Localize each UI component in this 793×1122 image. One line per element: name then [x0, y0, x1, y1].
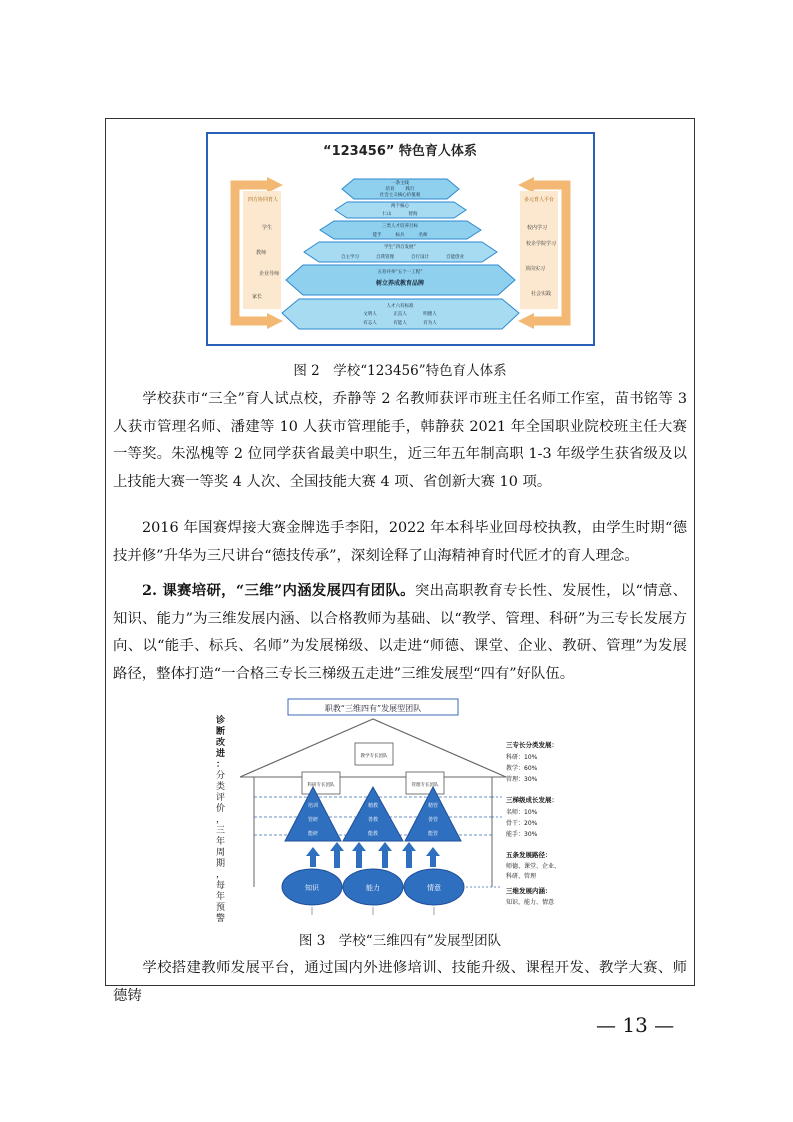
figure-3-diagram: [210, 697, 592, 924]
fig1-layer-item: 标兵: [395, 233, 405, 238]
fig3-roof-label: 教学专长团队: [360, 754, 388, 759]
fig1-layer-title: 人才六有标准: [386, 304, 414, 309]
svg-text:类: 类: [216, 782, 226, 792]
fig3-legend-line: 能手：30%: [506, 831, 538, 838]
fig3-legend-line: 科研、管理: [506, 873, 537, 880]
figure-3-caption: 图 3 学校“三维四有”发展型团队: [298, 933, 502, 949]
fig3-legend-title: 三梯级成长发展：: [506, 796, 558, 804]
fig1-layer-item: 树立养成教育品牌: [375, 280, 425, 287]
fig3-tri-left: 能研: [307, 831, 319, 837]
figure-2-caption: 图 2 学校“123456”特色育人体系: [293, 363, 507, 379]
fig1-right-item: 校内学习: [526, 225, 548, 231]
fig3-legend-title: 三专长分类发展：: [506, 741, 558, 749]
fig1-right-item: 社会实践: [530, 291, 552, 297]
fig1-layer-item: 自主学习: [341, 255, 359, 260]
fig3-legend-line: 科研：10%: [506, 754, 538, 761]
fig1-right-item: 顶岗实习: [524, 266, 546, 272]
svg-text:价: 价: [216, 804, 226, 814]
fig3-base-ability: 能力: [366, 884, 380, 892]
svg-text:警: 警: [216, 914, 226, 924]
paragraph-1: 学校获市“三全”育人试点校，乔静等 2 名教师获评市班主任名师工作室，苗书铭等 3 人获市管理名师、潘建等 10 人获市管理能手，韩静获 2021 年全国职业院校班主任大赛一等奖。朱泓槐等 2 位同学获省最美中职生，近三年五年制高职 1-3 年级学生获省级及以上技能大赛一等奖 4 人次、全国技能大赛 4 项、省创新大赛 10 项。: [113, 391, 687, 490]
fig1-layer-title: 两个核心: [391, 204, 409, 209]
fig3-legend-title: 五条发展路径：: [506, 851, 552, 859]
paragraph-3: 2. 课赛培研，“三维”内涵发展四有团队。突出高职教育专长性、发展性，以“情意、知识、能力”为三维发展内涵、以合格教师为基础、以“教学、管理、科研”为三专长发展方向、以“能手、标兵、名师”为发展梯级、以走进“师德、课堂、企业、教研、管理”为发展路径，整体打造“一合格三专长三梯级五走进”三维发展型“四有”好队伍。: [113, 582, 688, 682]
svg-text:年: 年: [216, 892, 226, 902]
fig1-left-item: 学生: [261, 225, 273, 231]
fig3-legend-line: 师德、课堂、企业、: [506, 863, 561, 870]
svg-text:周: 周: [216, 848, 226, 858]
fig1-layer-item: 正直人: [393, 312, 407, 317]
fig1-layer-item: 培育: [385, 187, 395, 192]
fig3-legend-line: 名师：10%: [506, 809, 538, 816]
svg-text:年: 年: [216, 837, 226, 847]
fig3-tri-mid: 精教: [367, 803, 379, 809]
fig3-base-knowledge: 知识: [305, 884, 319, 892]
fig1-layer-title: 三类人才培养目标: [382, 224, 418, 229]
fig3-tri-left: 培训: [307, 803, 319, 809]
figure-2-diagram: [207, 133, 594, 345]
fig3-tri-right: 善管: [427, 817, 439, 823]
fig1-layer-title: 五育并举“五个一工程”: [377, 270, 423, 275]
fig1-layer-item: 智海: [408, 212, 418, 217]
fig1-left-item: 家长: [251, 294, 263, 300]
section-heading: 2. 课赛培研，“三维”内涵发展四有团队。: [142, 582, 415, 599]
page-number: — 13 —: [596, 1013, 675, 1037]
fig1-layer-item: 名师: [418, 233, 428, 238]
svg-text:：: ：: [216, 760, 226, 770]
fig3-side-text: [215, 714, 225, 924]
fig1-title: “123456” 特色育人体系: [323, 144, 477, 159]
paragraph-2: 2016 年国赛焊接大赛金牌选手李阳，2022 年本科毕业回母校执教，由学生时期“德技并修”升华为三尺讲台“德技传承”，深刻诠释了山海精神育时代匠才的育人理念。: [113, 520, 687, 564]
fig1-layer-item: 自能创业: [446, 255, 464, 260]
fig1-right-item: 校企学院学习: [525, 241, 557, 247]
svg-text:，: ，: [216, 815, 226, 825]
svg-text:，: ，: [216, 870, 226, 880]
fig1-left-panel-title: 四方协同育人: [247, 197, 279, 203]
svg-text:三: 三: [216, 826, 226, 836]
fig3-right-roof-label: 管理专长团队: [411, 783, 439, 788]
fig1-layer-item: 明德人: [423, 312, 437, 317]
fig1-layer-title: 一条主线: [391, 181, 409, 186]
fig3-tri-mid: 能教: [367, 831, 379, 837]
fig3-legend-line: 骨干：20%: [506, 820, 538, 827]
fig1-layer-item: 能手: [372, 233, 382, 238]
fig1-layer-item: 自行设计: [411, 255, 429, 260]
svg-text:期: 期: [216, 859, 226, 869]
fig3-tri-right: 能管: [427, 831, 439, 837]
fig3-base-emotion: 情意: [427, 884, 441, 892]
fig1-left-item: 企业导师: [258, 271, 280, 277]
svg-text:评: 评: [216, 793, 226, 803]
fig1-layer-item: 有志人: [363, 321, 377, 326]
fig3-banner: 职教“三维四有”发展型团队: [324, 704, 422, 713]
fig3-tri-mid: 善教: [367, 817, 379, 823]
svg-text:每: 每: [216, 881, 226, 891]
svg-text:改: 改: [216, 738, 226, 748]
fig3-legend-line: 知识、能力、情意: [506, 899, 555, 906]
fig1-left-item: 教师: [255, 250, 267, 256]
fig1-layer-item: 有能人: [393, 321, 407, 326]
fig1-layer-item: 社会主义核心价值观: [379, 193, 421, 198]
svg-text:进: 进: [216, 749, 226, 759]
fig3-tri-left: 管研: [307, 817, 319, 823]
fig1-right-panel-title: 多元育人平台: [523, 197, 555, 203]
fig1-layer-item: 有为人: [423, 321, 437, 326]
svg-text:诊: 诊: [216, 716, 226, 726]
svg-text:断: 断: [216, 727, 226, 737]
fig1-layer-item: 自我管理: [376, 255, 394, 260]
fig1-layer-title: 学生“四自发展”: [384, 245, 416, 250]
fig3-left-roof-label: 科研专长团队: [307, 783, 335, 788]
fig1-layer-item: 践行: [405, 187, 415, 192]
fig3-legend-line: 管理：30%: [506, 776, 538, 783]
fig3-tri-right: 精管: [427, 803, 439, 809]
fig3-legend-title: 三维发展内涵：: [506, 887, 552, 895]
fig1-layer-item: 文明人: [363, 312, 377, 317]
fig1-layer-item: 仁山: [382, 212, 392, 217]
svg-text:分: 分: [216, 771, 226, 781]
paragraph-4: 学校搭建教师发展平台，通过国内外进修培训、技能升级、课程开发、教学大赛、师德铸: [113, 960, 687, 1004]
svg-text:预: 预: [216, 903, 226, 913]
fig3-legend-line: 教学：60%: [506, 765, 538, 772]
